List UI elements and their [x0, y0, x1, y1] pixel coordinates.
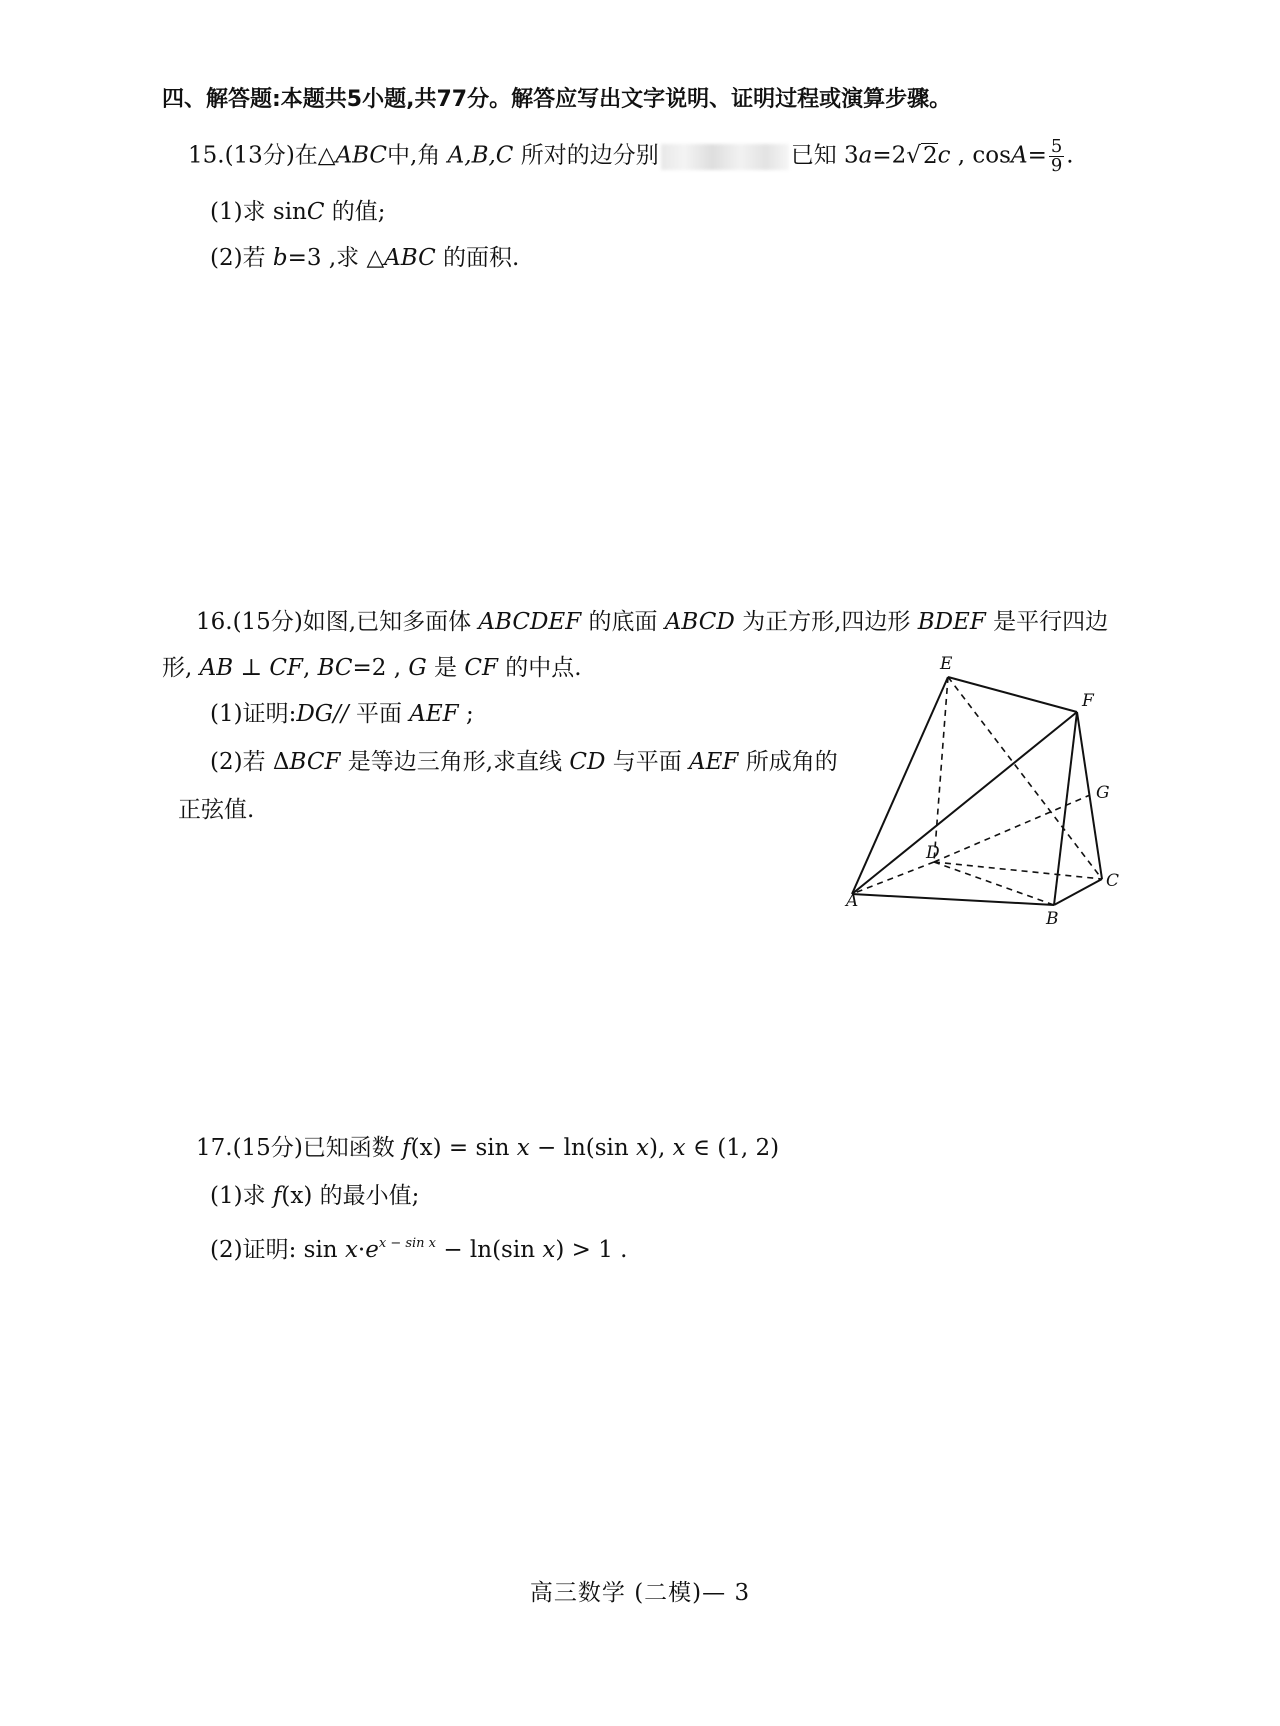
label-B: B	[1046, 909, 1059, 929]
edge-BC	[1054, 879, 1102, 905]
label-C: C	[1106, 871, 1120, 891]
section-title: 四、解答题:本题共5小题,共77分。解答应写出文字说明、证明过程或演算步骤。	[162, 87, 952, 112]
q17-statement: 17.(15分)已知函数 f(x) = sin x − ln(sin x), x ∈ (1, 2)	[196, 1135, 780, 1161]
q16-part1: (1)证明:DG// 平面 AEF ;	[210, 701, 474, 727]
q15-statement: 15.(13分)在△ABC中,角 A,B,C 所对的边分别 已知 3a=2√2c , cosA= $\frac{5}{9}$ .	[188, 136, 1074, 176]
label-G: G	[1096, 783, 1110, 803]
polyhedron-diagram	[846, 642, 1142, 932]
q17-part2: (2)证明: $\sin x\cdot e^{x - sin x} - \ln(\sin$ x) > 1 .	[210, 1236, 628, 1263]
q17-part1: (1)求 f(x) 的最小值;	[210, 1183, 420, 1209]
edge-EF	[948, 677, 1077, 712]
q16-part2-continued: 正弦值.	[178, 797, 255, 823]
q16-statement-line1: 16.(15分)如图,已知多面体 ABCDEF 的底面 ABCD 为正方形,四边形 BDEF 是平行四边	[196, 609, 1109, 635]
label-A: A	[846, 891, 859, 911]
label-E: E	[940, 654, 953, 674]
label-D: D	[926, 843, 940, 863]
edge-DG-hidden	[934, 795, 1090, 862]
edge-EC-hidden	[948, 677, 1102, 879]
q16-statement-line2: 形, AB ⊥ CF, BC=2 , G 是 CF 的中点.	[162, 655, 582, 681]
q15-part1: (1)求 sinC 的值;	[210, 199, 386, 225]
redacted-text-blur	[661, 144, 789, 170]
label-F: F	[1082, 691, 1094, 711]
edge-AB	[852, 894, 1054, 905]
page-footer: 高三数学 (二模)— 3	[529, 1580, 751, 1606]
q16-part2: (2)若 ΔBCF 是等边三角形,求直线 CD 与平面 AEF 所成角的	[210, 749, 838, 775]
q15-part2: (2)若 b=3 ,求 △ABC 的面积.	[210, 245, 520, 271]
fraction-5-9: $\frac{5}{9}$	[1050, 136, 1063, 176]
